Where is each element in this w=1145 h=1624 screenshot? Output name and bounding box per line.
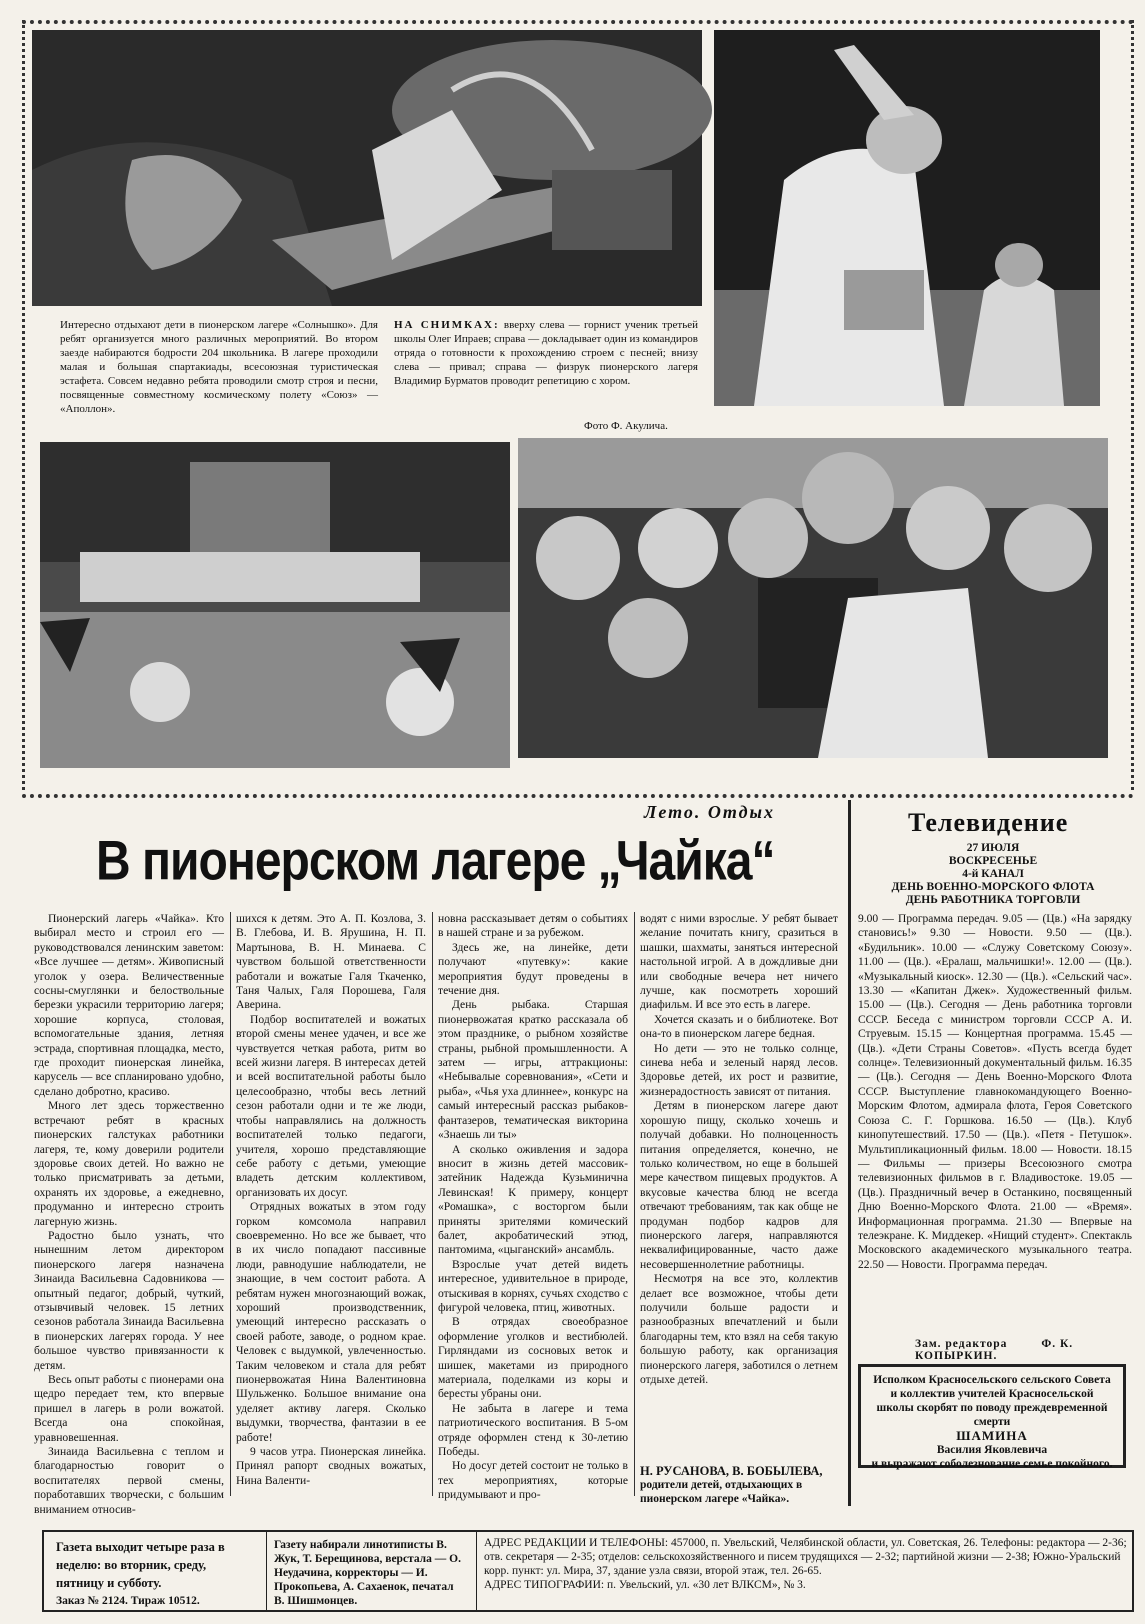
- paragraph: Весь опыт работы с пионерами она щедро передает тем, кто впервые пришел в лагерь в роли вожатой. Всегда она спокойная, уравновешенная.: [34, 1373, 224, 1444]
- footer-divider: [266, 1532, 267, 1610]
- paragraph: Но дети — это не только солнце, синева неба и зеленый наряд лесов. Здоровье детей, их рост и развитие, жизнерадостность зависят от питания.: [640, 1041, 838, 1098]
- editor-name: Ф. К. КОПЫРКИН.: [915, 1338, 1074, 1362]
- imprint-schedule: [56, 1538, 256, 1610]
- article-column-1: [34, 912, 224, 1516]
- imprint-staff: Газету набирали линотиписты В. Жук, Т. Берещинова, верстала — О. Неудачина, корректоры — И. Прокопьева, А. Сахаенок, печатал В. Шишмонцев.: [274, 1539, 461, 1607]
- photo-credit: Фото Ф. Акулича.: [584, 420, 668, 432]
- paragraph: А сколько оживления и задора вносит в жизнь детей массовик-затейник Надежда Кузьминична Левинская! К примеру, концерт «Ромашка», с восторгом были приняты зрителями комический балет, акробатический этюд, пантомима, «цыганский» ансамбль.: [438, 1142, 628, 1257]
- signature-names: Н. РУСАНОВА, В. БОБЫЛЕВА,: [640, 1464, 823, 1478]
- paragraph: Радостно было узнать, что нынешним летом директором пионерского лагеря назначена Зинаида Васильевна Садовникова — опытный педагог, добрый, чуткий, отзывчивый человек. 15 летних сезонов работала Зинаида Васильевна в пионерских лагерях города. У нее большое чувство привязанности к детям.: [34, 1228, 224, 1372]
- paragraph: Взрослые учат детей видеть интересное, удивительное в природе, отыскивая в корнях, сучьях сходство с фигурой человека, птиц, животных.: [438, 1257, 628, 1314]
- photo-bugler: [32, 30, 702, 306]
- paragraph: Пионерский лагерь «Чайка». Кто выбирал место и строил его — руководствовался ленинским заветом: «Все лучшее — детям». Живописный уголок у озера. Величественные сосны-смуглянки и белоствольные березки украсили территорию лагеря; хорошие корпуса, столовая, вспомогательные здания, летняя эстрада, спортивная площадка, место, где проходит пионерская линейка, карусель — все спланировано удобно, сделано добротно, красиво.: [34, 912, 224, 1098]
- tv-date: 27 ИЮЛЯ: [966, 842, 1020, 854]
- obituary-box: [858, 1364, 1126, 1468]
- tv-occasion: ДЕНЬ ВОЕННО-МОРСКОГО ФЛОТА: [891, 881, 1095, 893]
- article-kicker: Лето. Отдых: [644, 802, 776, 822]
- tv-weekday: ВОСКРЕСЕНЬЕ: [948, 855, 1038, 867]
- paragraph: водят с ними взрослые. У ребят бывает желание почитать книгу, сразиться в шашки, шахматы, заняться интересной настольной игрой. А в дождливые дни или свободные вечера нет ничего лучше, как посмотреть хороший диафильм. И все это есть в лагере.: [640, 912, 838, 1012]
- paragraph: новна рассказывает детям о событиях в нашей стране и за рубежом.: [438, 912, 628, 940]
- article-column-3: [438, 912, 628, 1502]
- article-column-2: [236, 912, 426, 1496]
- address-text: АДРЕС РЕДАКЦИИ И ТЕЛЕФОНЫ: 457000, п. Увельский, Челябинской области, ул. Советская, 26. Телефоны: редактора — 2-36; отв. секретаря — 2-35; отделов: сельскохозяйственного и писем трудящихся — 2-32; партийной жизни — 2-38; Южно-Уральский корр. пункт: ул. Мира, 37, здание узла связи, второй этаж, тел. 26-65.: [484, 1537, 1127, 1577]
- photo-caption-right: НА СНИМКАХ: вверху слева — горнист ученик третьей школы Олег Ипраев; справа — докладывает один из командиров отряда о готовности к прохождению строем с песней; внизу слева — привал; справа — физрук пионерского лагеря Владимир Бурматов проводит репетицию с хором.: [394, 319, 698, 387]
- paragraph: В отрядах своеобразное оформление уголков и вестибюлей. Гирляндами из сосновых веток и шишек, макетами из природного материала, поделками из коры и бересты убраны они.: [438, 1315, 628, 1401]
- tv-program: 9.00 — Программа передач. 9.05 — (Цв.) «На зарядку становись!» 9.30 — Новости. 9.50 — (Цв.). «Будильник». 10.00 — «Служу Советскому Союзу». 11.00 — (Цв.). «Ералаш, мальчишки!». 12.00 — (Цв.). «Музыкальный киоск». 12.30 — (Цв.). «Сельский час». 13.30 — «Капитан Джек». Художественный фильм. 15.00 — (Цв.). Сегодня — День работника торговли СССР. Беседа с министром торговли СССР А. И. Струевым. 15.15 — Концертная программа. 15.45 — (Цв.). «Дети Страны Советов». «Пусть всегда будет солнце». Телевизионный документальный фильм. 16.35 — (Цв.). Сегодня — День Военно-Морского Флота СССР. Выступление главнокомандующего Военно-Морским Флотом, адмирала флота, Героя Советского Союза С. Г. Горшкова. 16.50 — (Цв.). Клуб кинопутешествий. 17.50 — (Цв.). «Петя - Петушок». Мультипликационный фильм. 18.00 — Новости. 18.15 — Фильмы — призеры Всесоюзного смотра телевизионных фильмов в г. Владивостоке. 19.05 — (Цв.). Праздничный вечер в Останкино, посвященный Дню Военно-Морского Флота. 21.00 — «Время». Информационная программа. 21.30 — Впервые на телеэкране. К. Миддекер. «Нищий студент». Спектакль Московского академического музыкального театра. 22.50 — Новости. Программа передач.: [858, 913, 1132, 1271]
- paragraph: Не забыта в лагере и тема патриотического воспитания. В 5-ом отряде оформлен стенд к 30-летию Победы.: [438, 1401, 628, 1459]
- signature-role: родители детей, отдыхающих в пионерском лагере «Чайка».: [640, 1479, 803, 1505]
- tv-header: [868, 842, 1118, 907]
- photo-section-divider: [22, 794, 1134, 798]
- caption-label: НА СНИМКАХ:: [394, 319, 500, 331]
- photo-choir: [518, 438, 1108, 758]
- order-text: Заказ № 2124. Тираж 10512.: [56, 1595, 200, 1607]
- paragraph: Отрядных вожатых в этом году горком комсомола направил своевременно. Но все же бывает, что в их число попадают пассивные люди, равнодушие наблюдатели, не знающие, в чем состоит работа. А ребятам нужен многознающий вожак, хороший производственник, умеющий интересно рассказать о своей работе, заводе, о родном крае. Человек с выдумкой, увлеченностью. Таким человеком и стала для ребят пионервожатая Нина Валентиновна Шульженко. Большое внимание она уделяет активу лагеря. Сколько выдумки, творчества, фантазии в ее работе!: [236, 1200, 426, 1444]
- article-signature: [640, 1464, 840, 1506]
- imprint-footer: [42, 1530, 1134, 1612]
- paragraph: День рыбака. Старшая пионервожатая кратко рассказала об этом празднике, о рыбном хозяйстве страны, рыбной промышленности. А затем — игры, аттракционы: «Небывалые соревнования», «Сети и рыба», «Чья уха длиннее», конкурс на самый интересный рассказ рыбаков-фантазеров, тематическая викторина «Знаешь ли ты»: [438, 998, 628, 1142]
- obituary-closing: и выражают соболезнование семье покойного.: [871, 1458, 1113, 1470]
- paragraph: шихся к детям. Это А. П. Козлова, З. В. Глебова, И. В. Ярушина, Н. П. Мартынова, В. Н. Минаева. С чувством большой ответственности работали и вожатые Галя Ткаченко, Таня Чалых, Галя Порошева, Галя Аверина.: [236, 912, 426, 1012]
- paragraph: Много лет здесь торжественно встречают ребят в красных пионерских галстуках работники лагеря, те, кому доверили родители здоровье своих детей. Но важно не только присматривать за детьми, охранять их здоровье, а ежедневно, продуманно и интересно строить лагерную жизнь.: [34, 1099, 224, 1228]
- tv-channel: 4-й КАНАЛ: [962, 868, 1024, 880]
- tv-occasion: ДЕНЬ РАБОТНИКА ТОРГОВЛИ: [905, 894, 1081, 906]
- obituary-name: ШАМИНА: [956, 1428, 1028, 1443]
- column-rule: [634, 912, 635, 1496]
- paragraph: Зинаида Васильевна с теплом и благодарностью говорит о воспитателях первой смены, поработавших творчески, с большим вниманием относив-: [34, 1445, 224, 1516]
- paragraph: Здесь же, на линейке, дети получают «путевку»: какие мероприятия будут проведены в течение дня.: [438, 940, 628, 998]
- tv-divider: [848, 800, 851, 1506]
- obituary-fullname: Василия Яковлевича: [936, 1444, 1048, 1456]
- photo-caption-left: Интересно отдыхают дети в пионерском лагере «Солнышко». Для ребят организуется много различных мероприятий. Во втором заезде набираются бодрости 204 школьника. В лагере проходили малая и большая спартакиады, всесоюзная туристическая эстафета. Совсем недавно ребята проводили смотр строя и песни, посвященные совместному космическому полету «Союз» — «Аполлон».: [60, 319, 378, 415]
- imprint-address: [484, 1536, 1130, 1592]
- schedule-text: Газета выходит четыре раза в неделю: во вторник, среду, пятницу и субботу.: [56, 1540, 225, 1590]
- paragraph: Но досуг детей состоит не только в тех мероприятиях, которые придумывают и про-: [438, 1459, 628, 1502]
- paragraph: Несмотря на все это, коллектив делает все возможное, чтобы дети получили больше радости и разнообразных впечатлений и были благодарны тем, кто взял на себя такую большую работу, как организация пионерского лагеря, заботился о летнем отдыхе детей.: [640, 1272, 838, 1386]
- obituary-text: Исполком Красносельского сельского Совета и коллектив учителей Красносельской школы скорбят по поводу преждевременной смерти: [873, 1374, 1111, 1428]
- editor-line: [915, 1338, 1145, 1362]
- paragraph: Хочется сказать и о библиотеке. Вот она-то в пионерском лагере бедная.: [640, 1012, 838, 1041]
- column-rule: [230, 912, 231, 1496]
- photo-rest: [40, 442, 510, 768]
- paragraph: Детям в пионерском лагере дают хорошую пищу, сколько хочешь и получай добавки. Но полноценность питания определяется, конечно, не только количеством, но еще в большей мере качеством пищевых продуктов. А вкусовые качества блюд не всегда отвечают требованиям, так как обще не продуман подбор кадров для пионерского лагеря, направляются неквалифицированные, часто даже несовершеннолетние работницы.: [640, 1099, 838, 1271]
- article-column-4: [640, 912, 838, 1442]
- article-headline: В пионерском лагере „Чайка“: [96, 831, 775, 893]
- editor-label: Зам. редактора: [915, 1338, 1008, 1350]
- tv-title: Телевидение: [908, 808, 1069, 837]
- paragraph: 9 часов утра. Пионерская линейка. Принял рапорт сводных вожатых, Нина Валенти-: [236, 1445, 426, 1487]
- paragraph: Подбор воспитателей и вожатых второй смены менее удачен, и все же чувствуется четкая работа, ритм во всей жизни лагеря. В интересах детей и всей воспитательной работы было целесообразно, чтобы весь летний сезон работали одни и те же люди, чтобы направлялись на должность воспитателей только педагоги, учителя, хорошо представляющие себе работу с детьми, умеющие владеть детским коллективом, организовать их досуг.: [236, 1012, 426, 1199]
- print-address-text: АДРЕС ТИПОГРАФИИ: п. Увельский, ул. «30 лет ВЛКСМ», № 3.: [484, 1579, 806, 1591]
- footer-divider: [476, 1532, 477, 1610]
- column-rule: [432, 912, 433, 1496]
- photo-commander: [714, 30, 1100, 406]
